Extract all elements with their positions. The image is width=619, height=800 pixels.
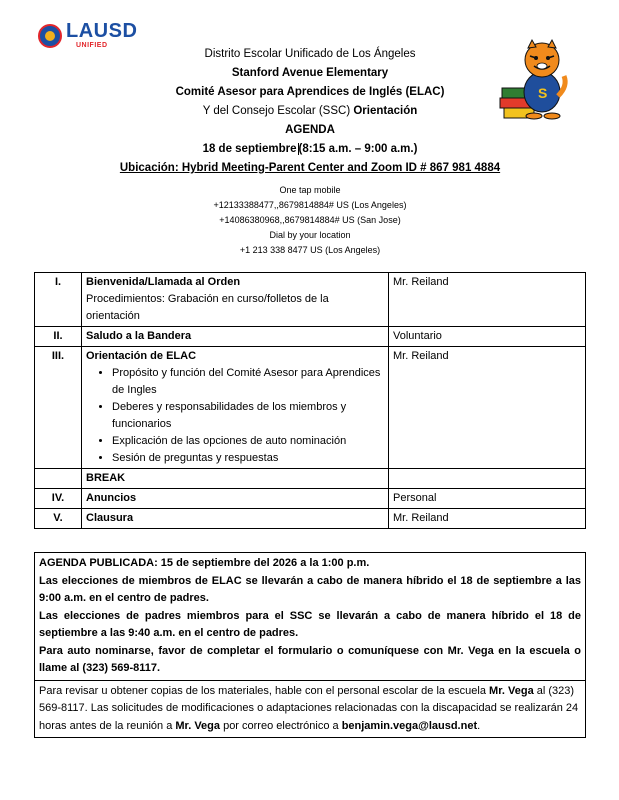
materials-cell [35, 680, 586, 738]
header [100, 45, 520, 178]
notes-row [35, 553, 586, 681]
school-name: Stanford Avenue Elementary [231, 67, 389, 79]
bullet-list [86, 365, 384, 467]
row-content [82, 347, 389, 469]
svg-text:S: S [538, 85, 548, 101]
tap-number-1: +12133388477,,8679814884# US (Los Angeles) [213, 200, 407, 210]
row-number: III. [35, 347, 82, 469]
row-presenter [389, 469, 586, 489]
agenda-table [34, 272, 586, 529]
date: 18 de septiembre [202, 143, 297, 155]
agenda-row [35, 469, 586, 489]
agenda-row [35, 327, 586, 347]
dial-location-label: Dial by your location [269, 230, 351, 240]
district-name: Distrito Escolar Unificado de Los Ángeles [204, 48, 416, 60]
contact-name: Mr. Vega [175, 719, 221, 732]
row-title: Anuncios [82, 489, 389, 509]
row-title: Bienvenida/Llamada al Orden [86, 276, 241, 288]
list-item: • Explicación de las opciones de auto nominación [112, 433, 384, 450]
one-tap-label: One tap mobile [279, 185, 341, 195]
self-nomination: Para auto nominarse, favor de completar el formulario o comuníquese con Mr. Vega en la escuela o llame al (323) 569-8117. [39, 644, 581, 674]
committee-name: Comité Asesor para Aprendices de Inglés (ELAC) [175, 86, 445, 98]
materials-text-1: Para revisar u obtener copias de los materiales, hable con el personal escolar de la escuela [39, 684, 490, 697]
location-number-1: +1 213 338 8477 US (Los Angeles) [239, 245, 381, 255]
materials-text-3: por correo electrónico a [220, 719, 342, 732]
logo-text: LAUSD [66, 20, 138, 42]
council-prefix: Y del Consejo Escolar (SSC) [202, 105, 354, 117]
row-presenter: Voluntario [389, 327, 586, 347]
materials-text-2: al (323) 569-8117. Las solicitudes de modificaciones o adaptaciones relacionadas con la discapacidad se realizarán 24 horas antes de la reunión a [39, 684, 579, 732]
row-content [82, 273, 389, 327]
ssc-elections: Las elecciones de padres miembros para el SSC se llevarán a cabo de manera híbrido el 18 de septiembre a las 9:40 a.m. en el centro de padres. [39, 609, 581, 639]
list-item: • Sesión de preguntas y respuestas [112, 450, 384, 467]
row-subtitle: Procedimientos: Grabación en curso/folletos de la orientación [86, 293, 329, 322]
meeting-date [100, 140, 520, 159]
announcements-cell [35, 553, 586, 681]
row-presenter: Mr. Reiland [389, 273, 586, 327]
row-presenter: Personal [389, 489, 586, 509]
contact-email-link[interactable]: benjamin.vega@lausd.net [341, 719, 478, 732]
elac-elections: Las elecciones de miembros de ELAC se llevarán a cabo de manera híbrido el 18 de septiembre a las 9:00 a.m. en el centro de padres. [39, 574, 581, 604]
row-title: Orientación de ELAC [86, 350, 197, 362]
time: (8:15 a.m. – 9:00 a.m.) [298, 143, 418, 155]
row-number: IV. [35, 489, 82, 509]
published-date: AGENDA PUBLICADA: 15 de septiembre del 2026 a la 1:00 p.m. [39, 557, 370, 569]
logo-sub: UNIFIED [76, 42, 108, 49]
contact-name: Mr. Vega [489, 684, 534, 697]
row-number: V. [35, 509, 82, 529]
row-number: II. [35, 327, 82, 347]
row-title: BREAK [82, 469, 389, 489]
agenda-row [35, 347, 586, 469]
agenda-row [35, 273, 586, 327]
agenda-title: AGENDA [285, 124, 335, 136]
row-presenter: Mr. Reiland [389, 347, 586, 469]
row-number [35, 469, 82, 489]
tap-number-2: +14086380968,,8679814884# US (San Jose) [219, 215, 401, 225]
row-presenter: Mr. Reiland [389, 509, 586, 529]
row-number: I. [35, 273, 82, 327]
location: Ubicación: Hybrid Meeting-Parent Center and Zoom ID # 867 981 4884 [119, 162, 501, 174]
list-item: • Deberes y responsabilidades de los miembros y funcionarios [112, 399, 384, 433]
notes-table [34, 552, 586, 738]
agenda-row [35, 489, 586, 509]
council-line [100, 102, 520, 121]
list-item: • Propósito y función del Comité Asesor para Aprendices de Ingles [112, 365, 384, 399]
row-title: Clausura [82, 509, 389, 529]
agenda-row [35, 509, 586, 529]
notes-row [35, 680, 586, 738]
dial-info [120, 183, 500, 258]
council-orientation: Orientación [353, 105, 418, 117]
row-title: Saludo a la Bandera [82, 327, 389, 347]
lausd-seal-icon [38, 24, 62, 48]
materials-end: . [477, 719, 481, 732]
